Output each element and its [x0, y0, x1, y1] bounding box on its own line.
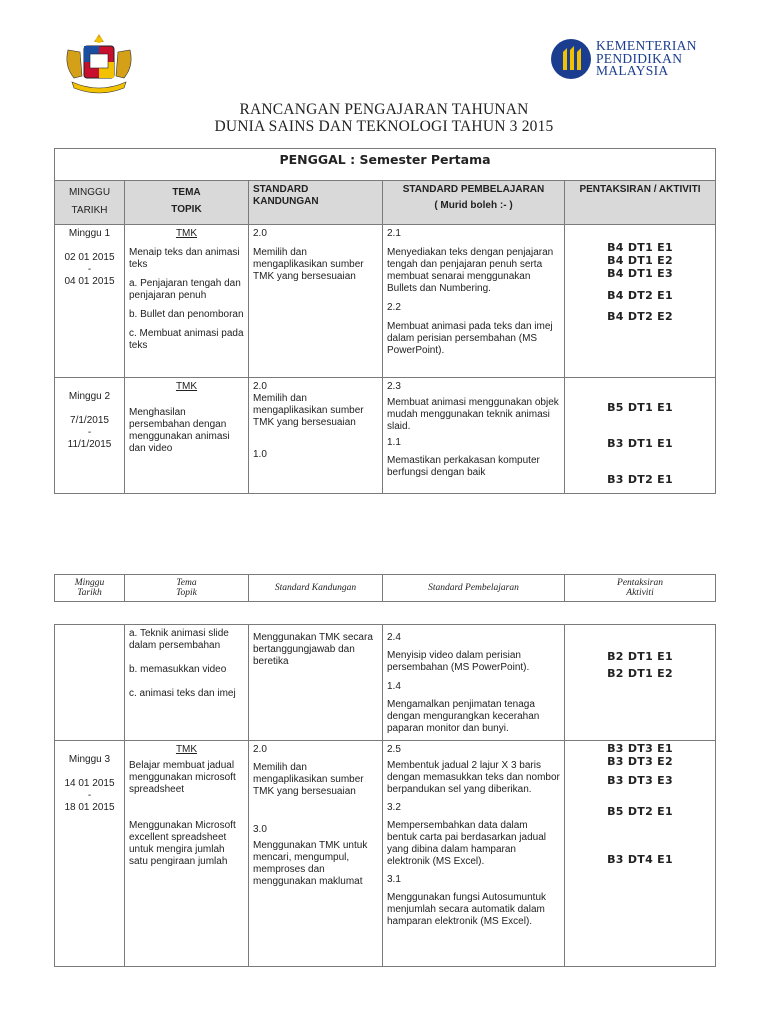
header-standard-pembelajaran: Standard Pembelajaran — [383, 575, 565, 602]
tema-item: a. Teknik animasi slide dalam persembahan — [129, 628, 229, 651]
header-sp-label: STANDARD PEMBELAJARAN — [402, 184, 545, 195]
table-row — [55, 741, 716, 967]
assessment-code: B4 DT2 E1 — [607, 289, 673, 302]
sp-text: Menyediakan teks dengan penjajaran tengah dan penjajaran penuh serta membuat senarai menggunakan Bullets dan Numbering. — [387, 247, 554, 294]
standard-pembelajaran-cell — [383, 625, 565, 741]
standard-kandungan-cell — [249, 741, 383, 967]
sp-code: 1.4 — [387, 681, 401, 692]
sp-text: Membuat animasi pada teks dan imej dalam perisian persembahan (MS PowerPoint). — [387, 321, 553, 356]
header-minggu: MINGGU — [68, 187, 111, 198]
assessment-code: B3 DT3 E1 — [607, 742, 673, 755]
kpm-logo-line: MALAYSIA — [596, 63, 669, 78]
tema-item: Menggunakan Microsoft excellent spreadsheet untuk mengira jumlah satu pengiraan jumlah — [129, 820, 236, 867]
sk-code: 1.0 — [253, 449, 267, 460]
date-start: 02 01 2015 — [64, 252, 115, 263]
date-separator: - — [87, 427, 92, 438]
assessment-code: B3 DT2 E1 — [607, 473, 673, 486]
sp-code: 3.1 — [387, 874, 401, 885]
header-tema: Tema — [176, 578, 197, 588]
header-tema-topik — [125, 181, 249, 225]
sp-code: 2.1 — [387, 228, 401, 239]
header-sk-line: STANDARD — [253, 184, 309, 195]
header-tema-topik — [125, 575, 249, 602]
tema-item: Menaip teks dan animasi teks — [129, 247, 240, 270]
week-cell — [55, 225, 125, 378]
tema-cell — [125, 741, 249, 967]
header-standard-kandungan — [249, 181, 383, 225]
pentaksiran-cell — [565, 625, 716, 741]
plan-table-semester — [54, 148, 716, 494]
assessment-code: B3 DT3 E3 — [607, 774, 673, 787]
header-standard-pembelajaran — [383, 181, 565, 225]
repeat-header-table — [54, 574, 716, 602]
sp-text: Memastikan perkakasan komputer berfungsi dengan baik — [387, 455, 540, 478]
header-tema: TEMA — [172, 187, 201, 198]
sk-text: Memilih dan mengaplikasikan sumber TMK yang bersesuaian — [253, 247, 364, 282]
assessment-code: B3 DT1 E1 — [607, 437, 673, 450]
tema-title: TMK — [175, 228, 198, 239]
date-start: 7/1/2015 — [70, 415, 109, 426]
malaysia-crest-logo — [62, 32, 136, 96]
standard-kandungan-cell — [249, 625, 383, 741]
sk-text: Menggunakan TMK untuk mencari, mengumpul, memproses dan menggunakan maklumat — [253, 840, 368, 887]
header-minggu-tarikh — [55, 575, 125, 602]
tema-item: Belajar membuat jadual menggunakan microsoft spreadsheet — [129, 760, 236, 795]
header-topik: Topik — [176, 588, 197, 598]
sp-text: Mengamalkan penjimatan tenaga dengan mengurangkan kecerahan paparan monitor dan bunyi. — [387, 699, 540, 734]
standard-pembelajaran-cell — [383, 225, 565, 378]
week-label: Minggu 2 — [68, 391, 111, 402]
date-end: 18 01 2015 — [64, 802, 115, 813]
assessment-code: B4 DT1 E2 — [607, 254, 673, 267]
standard-pembelajaran-cell — [383, 741, 565, 967]
sp-text: Menggunakan fungsi Autosumuntuk menjumlah secara automatik dalam hamparan elektronik (MS Excel). — [387, 892, 546, 927]
pentaksiran-cell — [565, 741, 716, 967]
tema-item: c. animasi teks dan imej — [129, 688, 236, 699]
sp-code: 3.2 — [387, 802, 401, 813]
sp-code: 2.2 — [387, 302, 401, 313]
kpm-logo-line: PENDIDIKAN — [596, 50, 683, 66]
standard-kandungan-cell — [249, 378, 383, 494]
penggal-heading: PENGGAL : Semester Pertama — [55, 149, 716, 181]
assessment-code: B4 DT2 E2 — [607, 310, 673, 323]
header-pentaksiran-label: Pentaksiran — [617, 578, 663, 588]
header-tarikh: TARIKH — [71, 205, 108, 216]
tema-item: c. Membuat animasi pada teks — [129, 328, 244, 351]
table-row — [55, 378, 716, 494]
sp-text: Membentuk jadual 2 lajur X 3 baris dengan memasukkan teks dan nombor berpandukan sel yang diberikan. — [387, 760, 560, 795]
tema-cell — [125, 378, 249, 494]
tema-item: b. memasukkan video — [129, 664, 227, 675]
sp-text: Mempersembahkan data dalam bentuk carta pai berdasarkan jadual yang dibina dalam hamparan elektronik (MS Excel). — [387, 820, 546, 867]
tema-item: Menghasilan persembahan dengan menggunakan animasi dan video — [129, 407, 230, 454]
sp-text: Membuat animasi menggunakan objek mudah menggunakan teknik animasi slaid. — [387, 397, 559, 432]
week-label: Minggu 1 — [68, 228, 111, 239]
week-label: Minggu 3 — [68, 754, 111, 765]
date-end: 04 01 2015 — [64, 276, 115, 287]
assessment-code: B3 DT3 E2 — [607, 755, 673, 768]
assessment-code: B4 DT1 E1 — [607, 241, 673, 254]
tema-item: b. Bullet dan penomboran — [129, 309, 244, 320]
header-minggu-tarikh — [55, 181, 125, 225]
tema-cell — [125, 225, 249, 378]
standard-kandungan-cell — [249, 225, 383, 378]
tema-title: TMK — [175, 744, 198, 755]
sk-code: 2.0 — [253, 381, 267, 392]
plan-table-continued — [54, 624, 716, 967]
week-cell — [55, 378, 125, 494]
assessment-code: B2 DT1 E1 — [607, 650, 673, 663]
assessment-code: B5 DT2 E1 — [607, 805, 673, 818]
header-standard-kandungan: Standard Kandungan — [249, 575, 383, 602]
header-aktiviti-label: Aktiviti — [626, 588, 654, 598]
date-separator: - — [87, 264, 92, 275]
assessment-code: B2 DT1 E2 — [607, 667, 673, 680]
header-sp-note: ( Murid boleh :- ) — [434, 200, 513, 211]
standard-pembelajaran-cell — [383, 378, 565, 494]
assessment-code: B3 DT4 E1 — [607, 853, 673, 866]
sk-text: Memilih dan mengaplikasikan sumber TMK yang bersesuaian — [253, 762, 364, 797]
date-start: 14 01 2015 — [64, 778, 115, 789]
assessment-code: B5 DT1 E1 — [607, 401, 673, 414]
header-pentaksiran: PENTAKSIRAN / AKTIVITI — [565, 181, 716, 225]
tema-item: a. Penjajaran tengah dan penjajaran penuh — [129, 278, 241, 301]
header-sk-line: KANDUNGAN — [253, 196, 319, 207]
header-pentaksiran — [565, 575, 716, 602]
tema-title: TMK — [175, 381, 198, 392]
tema-cell — [125, 625, 249, 741]
kpm-logo-line: KEMENTERIAN — [596, 38, 697, 53]
table-row — [55, 625, 716, 741]
week-cell — [55, 625, 125, 741]
date-separator: - — [87, 790, 92, 801]
header-tarikh: Tarikh — [77, 588, 102, 598]
sp-code: 2.3 — [387, 381, 401, 392]
sk-text: Menggunakan TMK secara bertanggungjawab dan beretika — [253, 632, 373, 667]
sk-text: Memilih dan mengaplikasikan sumber TMK yang bersesuaian — [253, 393, 364, 428]
kpm-logo — [550, 38, 710, 84]
week-cell — [55, 741, 125, 967]
sk-code: 3.0 — [253, 824, 267, 835]
pentaksiran-cell — [565, 225, 716, 378]
sp-text: Menyisip video dalam perisian persembahan (MS PowerPoint). — [387, 650, 530, 673]
sp-code: 2.4 — [387, 632, 401, 643]
table-row — [55, 225, 716, 378]
sk-code: 2.0 — [253, 228, 267, 239]
sp-code: 2.5 — [387, 744, 401, 755]
assessment-code: B4 DT1 E3 — [607, 267, 673, 280]
document-subtitle: DUNIA SAINS DAN TEKNOLOGI TAHUN 3 2015 — [214, 118, 554, 135]
sp-code: 1.1 — [387, 437, 401, 448]
pentaksiran-cell — [565, 378, 716, 494]
header-minggu: Minggu — [74, 578, 105, 588]
date-end: 11/1/2015 — [67, 439, 112, 450]
header-topik: TOPIK — [171, 204, 202, 215]
document-title: RANCANGAN PENGAJARAN TAHUNAN — [239, 101, 529, 118]
sk-code: 2.0 — [253, 744, 267, 755]
